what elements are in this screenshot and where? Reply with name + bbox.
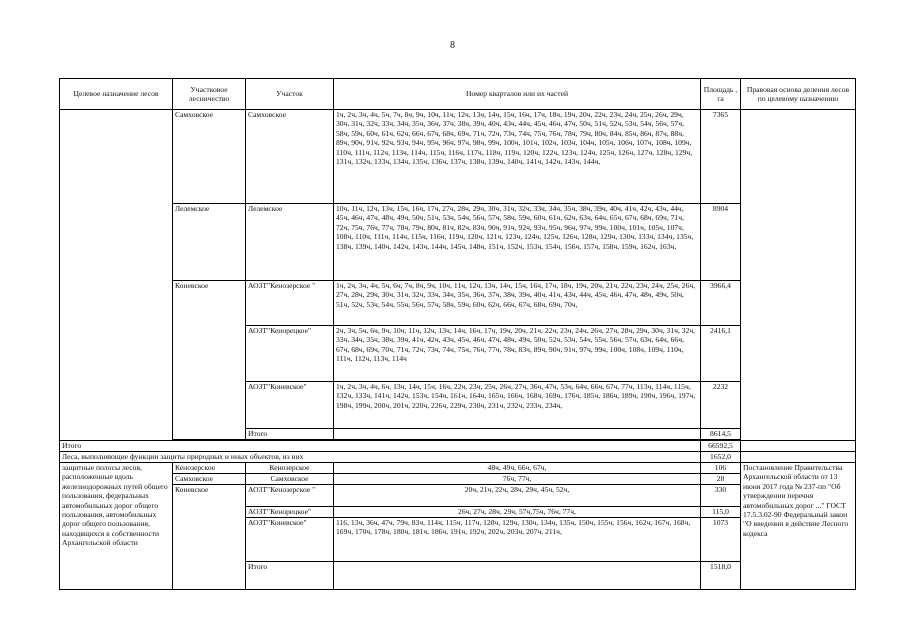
plot-cell: АОЗТ"Кенозерское " xyxy=(246,485,334,507)
header-plot: Участок xyxy=(246,79,334,110)
header-purpose: Целевое назначение лесов xyxy=(60,79,173,110)
plot-cell: Самховское xyxy=(246,474,334,485)
forestry-cell: Самховское xyxy=(173,474,246,485)
forestry-cell: Лелемское xyxy=(173,204,246,281)
plot-cell: АОЗТ"Коневское" xyxy=(246,518,334,562)
header-forestry: Участковое лесничество xyxy=(173,79,246,110)
forestry-cell: Коневское xyxy=(173,281,246,440)
plot-cell: АОЗТ"Коневское" xyxy=(246,382,334,429)
area-cell: 28 xyxy=(701,474,741,485)
header-legal: Правовая основа деления лесов по целевому назначению xyxy=(741,79,856,110)
area-cell: 7365 xyxy=(701,110,741,204)
plot-cell: АОЗТ"Кенозерское " xyxy=(246,281,334,326)
total-row xyxy=(60,441,856,452)
quarters-cell xyxy=(334,562,701,590)
table-row xyxy=(60,110,856,204)
section-label: Леса, выполняющие функции защиты природных и иных объектов, из них xyxy=(60,452,701,463)
quarters-cell: 48ч, 49ч, 66ч, 67ч, xyxy=(334,463,701,474)
area-cell: 3966,4 xyxy=(701,281,741,326)
area-cell: 2416,1 xyxy=(701,326,741,382)
quarters-cell: 2ч, 3ч, 5ч, 6ч, 9ч, 10ч, 11ч, 12ч, 13ч, 14ч, 16ч, 17ч, 19ч, 20ч, 21ч, 22ч, 23ч, 24ч, 26ч, 27ч, 28ч, 29ч, 30ч, 31ч, 32ч, 33ч, 34ч, 35ч, 38ч, 39ч, 41ч, 42ч, 43ч, 45ч, 46ч, 47ч, 48ч, 49ч, 50ч, 52ч, 53ч, 54ч, 55ч, 56ч, 57ч, 63ч, 64ч, 66ч, 67ч, 68ч, 69ч, 70ч, 71ч, 72ч, 73ч, 74ч, 75ч, 76ч, 77ч, 78ч, 83ч, 89ч, 90ч, 91ч, 97ч, 99ч, 100ч, 108ч, 109ч, 110ч, 111ч, 112ч, 113ч, 114ч xyxy=(334,326,701,382)
quarters-cell: 1ч, 2ч, 3ч, 4ч, 6ч, 13ч, 14ч, 15ч, 16ч, 22ч, 23ч, 25ч, 26ч, 27ч, 36ч, 47ч, 53ч, 64ч, 66ч, 67ч, 77ч, 113ч, 114ч, 115ч, 132ч, 133ч, 141ч, 142ч, 153ч, 154ч, 161ч, 164ч, 165ч, 166ч, 168ч, 169ч, 176ч, 185ч, 186ч, 189ч, 190ч, 196ч, 197ч, 198ч, 199ч, 200ч, 201ч, 220ч, 226ч, 229ч, 230ч, 231ч, 232ч, 233ч, 234ч, xyxy=(334,382,701,429)
table-row xyxy=(60,281,856,326)
purpose-cell xyxy=(60,110,173,441)
total-area: 66592,5 xyxy=(701,441,741,452)
header-row xyxy=(60,79,856,110)
quarters-cell: 10ч, 11ч, 12ч, 13ч, 15ч, 16ч, 17ч, 27ч, 28ч, 29ч, 30ч, 31ч, 32ч, 33ч, 34ч, 35ч, 38ч, 39ч, 40ч, 41ч, 42ч, 43ч, 44ч, 45ч, 46ч, 47ч, 48ч, 49ч, 50ч, 51ч, 53ч, 54ч, 56ч, 57ч, 58ч, 59ч, 60ч, 61ч, 62ч, 63ч, 64ч, 65ч, 67ч, 68ч, 69ч, 71ч, 72ч, 75ч, 76ч, 77ч, 78ч, 79ч, 80ч, 81ч, 82ч, 83ч, 90ч, 91ч, 92ч, 93ч, 95ч, 96ч, 97ч, 99ч, 100ч, 101ч, 105ч, 107ч, 108ч, 110ч, 111ч, 114ч, 115ч, 116ч, 119ч, 120ч, 121ч, 123ч, 124ч, 125ч, 126ч, 128ч, 129ч, 130ч, 133ч, 134ч, 135ч, 138ч, 139ч, 140ч, 142ч, 143ч, 144ч, 145ч, 148ч, 151ч, 152ч, 153ч, 154ч, 156ч, 157ч, 158ч, 159ч, 162ч, 163ч, xyxy=(334,204,701,281)
quarters-cell: 1ч, 2ч, 3ч, 4ч, 5ч, 7ч, 8ч, 9ч, 10ч, 11ч, 12ч, 13ч, 14ч, 15ч, 16ч, 17ч, 18ч, 19ч, 20ч, 22ч, 23ч, 24ч, 25ч, 26ч, 29ч, 30ч, 31ч, 32ч, 33ч, 34ч, 35ч, 36ч, 37ч, 38ч, 39ч, 40ч, 43ч, 44ч, 45ч, 46ч, 47ч, 50ч, 51ч, 52ч, 53ч, 54ч, 56ч, 57ч, 58ч, 59ч, 60ч, 61ч, 62ч, 66ч, 67ч, 68ч, 69ч, 71ч, 72ч, 73ч, 74ч, 75ч, 76ч, 78ч, 79ч, 80ч, 84ч, 85ч, 86ч, 87ч, 88ч, 89ч, 90ч, 91ч, 92ч, 93ч, 94ч, 95ч, 96ч, 97ч, 98ч, 99ч, 100ч, 101ч, 102ч, 103ч, 104ч, 105ч, 106ч, 107ч, 108ч, 109ч, 110ч, 111ч, 112ч, 113ч, 114ч, 115ч, 116ч, 117ч, 118ч, 119ч, 120ч, 122ч, 123ч, 124ч, 125ч, 126ч, 127ч, 128ч, 129ч, 131ч, 132ч, 133ч, 134ч, 135ч, 136ч, 137ч, 138ч, 139ч, 140ч, 141ч, 142ч, 143ч, 144ч, xyxy=(334,110,701,204)
section-area: 1652,0 xyxy=(701,452,741,463)
legal-cell xyxy=(741,110,856,441)
subtotal-label: Итого xyxy=(246,562,334,590)
legal-cell xyxy=(741,452,856,463)
plot-cell: Кенозерское xyxy=(246,463,334,474)
legal-cell xyxy=(741,441,856,452)
area-cell: 106 xyxy=(701,463,741,474)
area-cell: 115,0 xyxy=(701,507,741,518)
subtotal-area: 1518,0 xyxy=(701,562,741,590)
area-cell: 330 xyxy=(701,485,741,507)
plot-cell: Лелемское xyxy=(246,204,334,281)
quarters-cell xyxy=(334,429,701,440)
area-cell: 1073 xyxy=(701,518,741,562)
quarters-cell: 20ч, 21ч, 22ч, 28ч, 29ч, 45ч, 52ч, xyxy=(334,485,701,507)
total-label: Итого xyxy=(60,441,701,452)
table-row xyxy=(60,485,856,507)
subtotal-label: Итого xyxy=(246,429,334,440)
plot-cell: АОЗТ"Кенорецкое" xyxy=(246,326,334,382)
purpose-cell: защитные полосы лесов, расположенные вдоль железнодорожных путей общего пользования, федеральных автомобильных дорог общего пользования, автомобильных дорог общего пользования, находящихся в собственности Архангельской области xyxy=(60,463,173,590)
subtotal-area: 8614,5 xyxy=(701,429,741,440)
plot-cell: АОЗТ"Кенорецкое" xyxy=(246,507,334,518)
page-number: 8 xyxy=(450,40,455,51)
plot-cell: Самховское xyxy=(246,110,334,204)
header-area: Площадь , га xyxy=(701,79,741,110)
forestry-cell: Кенозерское xyxy=(173,463,246,474)
quarters-cell: 1ч, 2ч, 3ч, 4ч, 5ч, 6ч, 7ч, 8ч, 9ч, 10ч, 11ч, 12ч, 13ч, 14ч, 15ч, 16ч, 17ч, 18ч, 19ч, 20ч, 21ч, 22ч, 23ч, 24ч, 25ч, 26ч, 27ч, 28ч, 29ч, 30ч, 31ч, 32ч, 33ч, 34ч, 35ч, 36ч, 37ч, 38ч, 39ч, 40ч, 41ч, 43ч, 44ч, 45ч, 46ч, 47ч, 48ч, 49ч, 50ч, 51ч, 52ч, 53ч, 54ч, 55ч, 56ч, 57ч, 58ч, 59ч, 60ч, 62ч, 66ч, 67ч, 68ч, 69ч, 70ч, xyxy=(334,281,701,326)
header-quarters: Номер кварталов или их частей xyxy=(334,79,701,110)
forest-purpose-table xyxy=(59,78,856,590)
table-row xyxy=(60,474,856,485)
section-header-row xyxy=(60,452,856,463)
forestry-cell: Самховское xyxy=(173,110,246,204)
quarters-cell: 26ч, 27ч, 28ч, 29ч, 57ч,75ч, 76ч, 77ч, xyxy=(334,507,701,518)
area-cell: 8904 xyxy=(701,204,741,281)
quarters-cell: 116, 13ч, 36ч, 47ч, 79ч, 83ч, 114ч, 115ч, 117ч, 128ч, 129ч, 130ч, 134ч, 135ч, 150ч, 155ч, 156ч, 162ч, 167ч, 168ч, 169ч, 170ч, 178ч, 180ч, 181ч, 186ч, 191ч, 192ч, 202ч, 203ч, 207ч, 211ч, xyxy=(334,518,701,562)
area-cell: 2232 xyxy=(701,382,741,429)
table-row xyxy=(60,463,856,474)
forestry-cell: Коневское xyxy=(173,485,246,590)
legal-cell: Постановление Правительства Архангельской области от 13 июня 2017 года № 237-пп "Об утверждении перечня автомобильных дорог ..." ГОСТ 17.5.3.02-90 Федеральный закон "О введении в действие Лесного кодекса xyxy=(741,463,856,590)
table-row xyxy=(60,204,856,281)
quarters-cell: 76ч, 77ч, xyxy=(334,474,701,485)
